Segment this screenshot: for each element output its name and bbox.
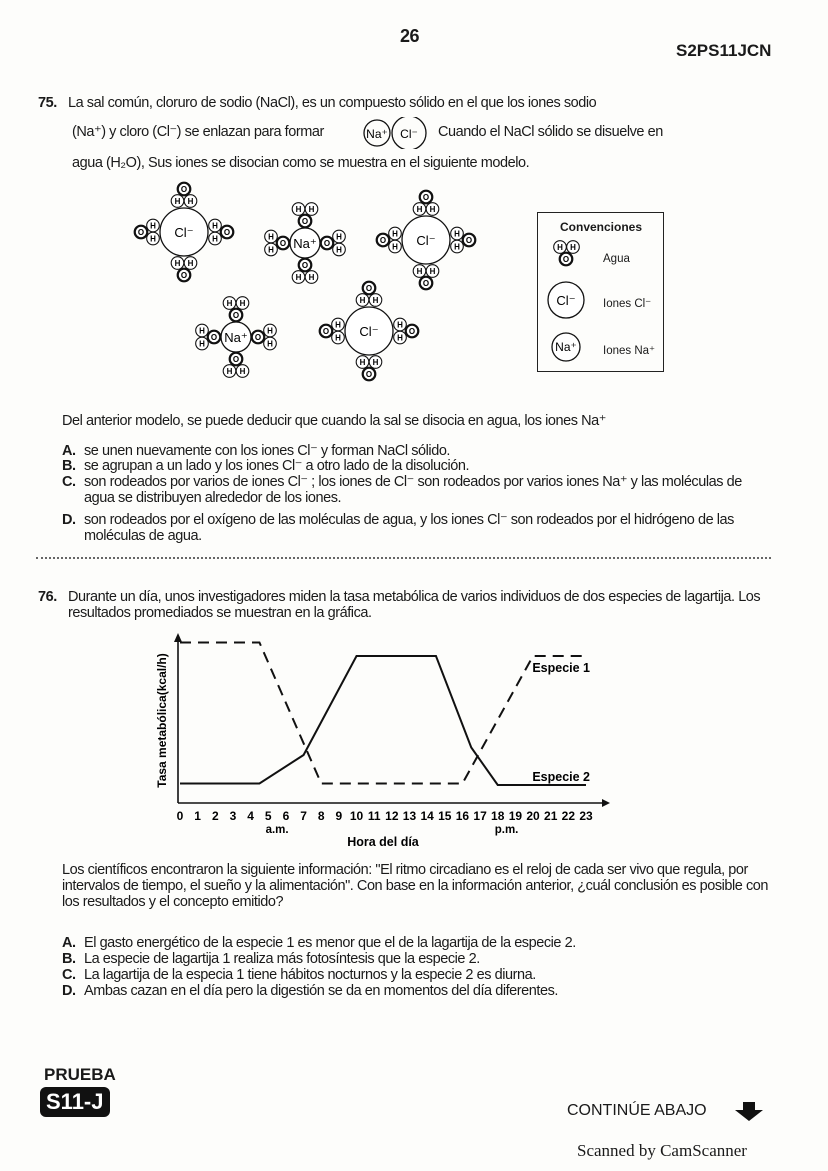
prueba-label: PRUEBA [44, 1065, 116, 1084]
option-text: se unen nuevamente con los iones Cl⁻ y forman NaCl sólido. [84, 443, 451, 459]
option-text: son rodeados por el oxígeno de las moléculas de agua, y los iones Cl⁻ son rodeados por el hidrógeno de las moléculas de agua. [84, 512, 734, 544]
atom-label: O [232, 355, 240, 365]
x-axis-title: Hora del día [347, 835, 419, 849]
atom-label: H [295, 205, 302, 215]
atom-label: H [416, 205, 423, 215]
sodium-ion [196, 297, 277, 378]
x-tick-label: 1 [194, 809, 201, 823]
atom-label: H [392, 229, 398, 239]
atom-label: O [323, 239, 331, 249]
separator [36, 557, 771, 559]
atom-label: H [226, 299, 233, 309]
atom-label: H [397, 333, 403, 343]
atom-label: O [365, 370, 373, 380]
x-tick-label: 2 [211, 809, 219, 823]
option-letter: A. [62, 935, 76, 951]
atom-label: H [199, 339, 205, 349]
x-tick-label: 5 [264, 809, 272, 823]
x-tick-label: 15 [438, 809, 452, 823]
atom-label: H [239, 367, 246, 377]
atom-label: H [397, 320, 403, 330]
atom-label: H [557, 243, 563, 253]
y-axis-arrow [174, 633, 182, 642]
atom-label: H [372, 296, 379, 306]
atom-label: O [379, 236, 387, 246]
atom-label: H [454, 229, 460, 239]
x-annotation: a.m. [265, 824, 289, 836]
x-tick-label: 23 [579, 809, 593, 823]
x-tick-label: 20 [526, 809, 540, 823]
atom-label: H [187, 197, 194, 207]
atom-label: H [429, 205, 436, 215]
option-text: Ambas cazan en el día pero la digestión se da en momentos del día diferentes. [84, 983, 558, 999]
x-tick-label: 16 [455, 809, 470, 823]
x-tick-label: 10 [349, 809, 364, 823]
atom-label: O [232, 311, 240, 321]
x-tick-label: 11 [367, 809, 381, 823]
atom-label: H [267, 326, 273, 336]
atom-label: H [429, 267, 436, 277]
nacl-bond-icon [360, 117, 440, 149]
x-tick-label: 14 [420, 809, 434, 823]
atom-label: H [267, 339, 273, 349]
option-letter: D. [62, 983, 76, 999]
atom-label: H [416, 267, 423, 277]
ion-label: Cl⁻ [416, 233, 436, 248]
bond-na-label: Na⁺ [366, 127, 388, 141]
ion-label: Cl⁻ [359, 324, 379, 339]
atom-label: H [308, 205, 315, 215]
option-text: son rodeados por varios de iones Cl⁻ ; los iones de Cl⁻ son rodeados por varios iones Na⁺ y las moléculas de agua se distribuyen alrededor de los iones. [84, 474, 742, 506]
series-line-2 [180, 656, 586, 785]
ion-label: Na⁺ [224, 330, 248, 345]
atom-label: H [226, 367, 233, 377]
q75-number: 75. [38, 95, 57, 111]
atom-label: O [422, 279, 430, 289]
series-label-2: Especie 2 [532, 770, 590, 784]
atom-label: O [562, 255, 570, 265]
atom-label: O [422, 193, 430, 203]
x-tick-label: 9 [335, 809, 343, 823]
atom-label: H [308, 273, 315, 283]
test-code-badge: S11-J [40, 1087, 110, 1117]
atom-label: O [137, 228, 145, 238]
atom-label: H [174, 197, 181, 207]
atom-label: H [212, 221, 218, 231]
x-tick-label: 17 [473, 809, 487, 823]
q76-number: 76. [38, 589, 57, 605]
atom-label: H [454, 242, 460, 252]
q75-line1: La sal común, cloruro de sodio (NaCl), es un compuesto sólido en el que los iones sodio [68, 95, 597, 111]
atom-label: O [210, 333, 218, 343]
legend-na-symbol: Na⁺ [555, 340, 577, 354]
atom-label: H [372, 358, 379, 368]
atom-label: H [150, 221, 156, 231]
option-letter: B. [62, 951, 76, 967]
metabolic-rate-chart [140, 628, 620, 853]
atom-label: O [180, 185, 188, 195]
atom-label: H [212, 234, 218, 244]
x-tick-label: 8 [317, 809, 325, 823]
atom-label: H [336, 232, 342, 242]
x-tick-label: 21 [544, 809, 558, 823]
atom-label: O [465, 236, 473, 246]
option-text: se agrupan a un lado y los iones Cl⁻ a otro lado de la disolución. [84, 458, 470, 474]
atom-label: O [322, 327, 330, 337]
series-label-1: Especie 1 [532, 661, 590, 675]
atom-label: O [223, 228, 231, 238]
option-letter: C. [62, 967, 76, 983]
bond-cl-label: Cl⁻ [400, 127, 418, 141]
x-tick-label: 3 [229, 809, 237, 823]
chloride-ion [320, 282, 419, 381]
atom-label: H [239, 299, 246, 309]
chloride-ion [377, 191, 476, 290]
arrow-down-icon [733, 1100, 765, 1122]
atom-label: H [335, 333, 341, 343]
series-line-1 [180, 643, 586, 784]
q76-paragraph: Los científicos encontraron la siguiente información: "El ritmo circadiano es el reloj de cada ser vivo que regula, por intervalos de tiempo, el sueño y la alimentación". Con base en la información anterior, ¿cuál conclusión es posible con los resultados y el concepto emitido? [62, 862, 769, 910]
chloride-ion [135, 183, 234, 282]
q75-stem: Del anterior modelo, se puede deducir que cuando la sal se disocia en agua, los iones Na⁺ [62, 413, 606, 429]
legend-box [537, 212, 664, 372]
x-tick-label: 6 [282, 809, 290, 823]
option-text: La lagartija de la especia 1 tiene hábitos nocturnos y la especie 2 es diurna. [84, 967, 536, 983]
q75-line3: agua (H₂O), Sus iones se disocian como se muestra en el siguiente modelo. [72, 155, 530, 171]
legend-na-label: Iones Na⁺ [603, 345, 656, 357]
continue-label: CONTINÚE ABAJO [567, 1102, 707, 1119]
q75-line2a: (Na⁺) y cloro (Cl⁻) se enlazan para formar [72, 124, 324, 140]
atom-label: H [174, 259, 181, 269]
atom-label: H [150, 234, 156, 244]
x-tick-label: 19 [508, 809, 523, 823]
x-tick-label: 22 [561, 809, 576, 823]
atom-label: O [180, 271, 188, 281]
exam-code: S2PS11JCN [676, 41, 772, 60]
legend-cl-label: Iones Cl⁻ [603, 298, 652, 310]
atom-label: H [199, 326, 205, 336]
sodium-ion [265, 203, 346, 284]
atom-label: H [335, 320, 341, 330]
x-tick-label: 12 [385, 809, 399, 823]
atom-label: H [359, 296, 366, 306]
atom-label: H [336, 245, 342, 255]
atom-label: H [392, 242, 398, 252]
option-text: El gasto energético de la especie 1 es menor que el de la lagartija de la especie 2. [84, 935, 576, 951]
atom-label: H [268, 245, 274, 255]
legend-title: Convenciones [560, 220, 643, 234]
atom-label: H [570, 243, 576, 253]
atom-label: O [301, 217, 309, 227]
x-tick-label: 18 [491, 809, 505, 823]
option-letter: C. [62, 474, 76, 490]
legend-water-label: Agua [603, 253, 630, 265]
atom-label: O [301, 261, 309, 271]
atom-label: O [279, 239, 287, 249]
option-letter: A. [62, 443, 76, 459]
atom-label: H [268, 232, 274, 242]
x-tick-label: 0 [176, 809, 184, 823]
x-annotation: p.m. [494, 824, 519, 836]
option-letter: D. [62, 512, 76, 528]
ion-label: Cl⁻ [174, 225, 194, 240]
legend-cl-symbol: Cl⁻ [556, 293, 576, 308]
atom-label: H [187, 259, 194, 269]
scanner-watermark: Scanned by CamScanner [577, 1141, 747, 1160]
x-tick-label: 13 [402, 809, 417, 823]
atom-label: O [254, 333, 262, 343]
atom-label: H [359, 358, 366, 368]
y-axis-title: Tasa metabólica(kcal/h) [155, 653, 169, 788]
option-text: La especie de lagartija 1 realiza más fotosíntesis que la especie 2. [84, 951, 480, 967]
ion-label: Na⁺ [293, 236, 317, 251]
atom-label: O [408, 327, 416, 337]
option-letter: B. [62, 458, 76, 474]
q75-line2b: Cuando el NaCl sólido se disuelve en [438, 124, 663, 140]
atom-label: H [295, 273, 302, 283]
x-tick-label: 7 [300, 809, 307, 823]
page-number: 26 [400, 26, 420, 46]
x-tick-label: 4 [247, 809, 254, 823]
q76-intro: Durante un día, unos investigadores miden la tasa metabólica de varios individuos de dos especies de lagartija. Los resultados promediados se muestran en la gráfica. [68, 589, 761, 621]
x-axis-arrow [602, 799, 610, 807]
atom-label: O [365, 284, 373, 294]
